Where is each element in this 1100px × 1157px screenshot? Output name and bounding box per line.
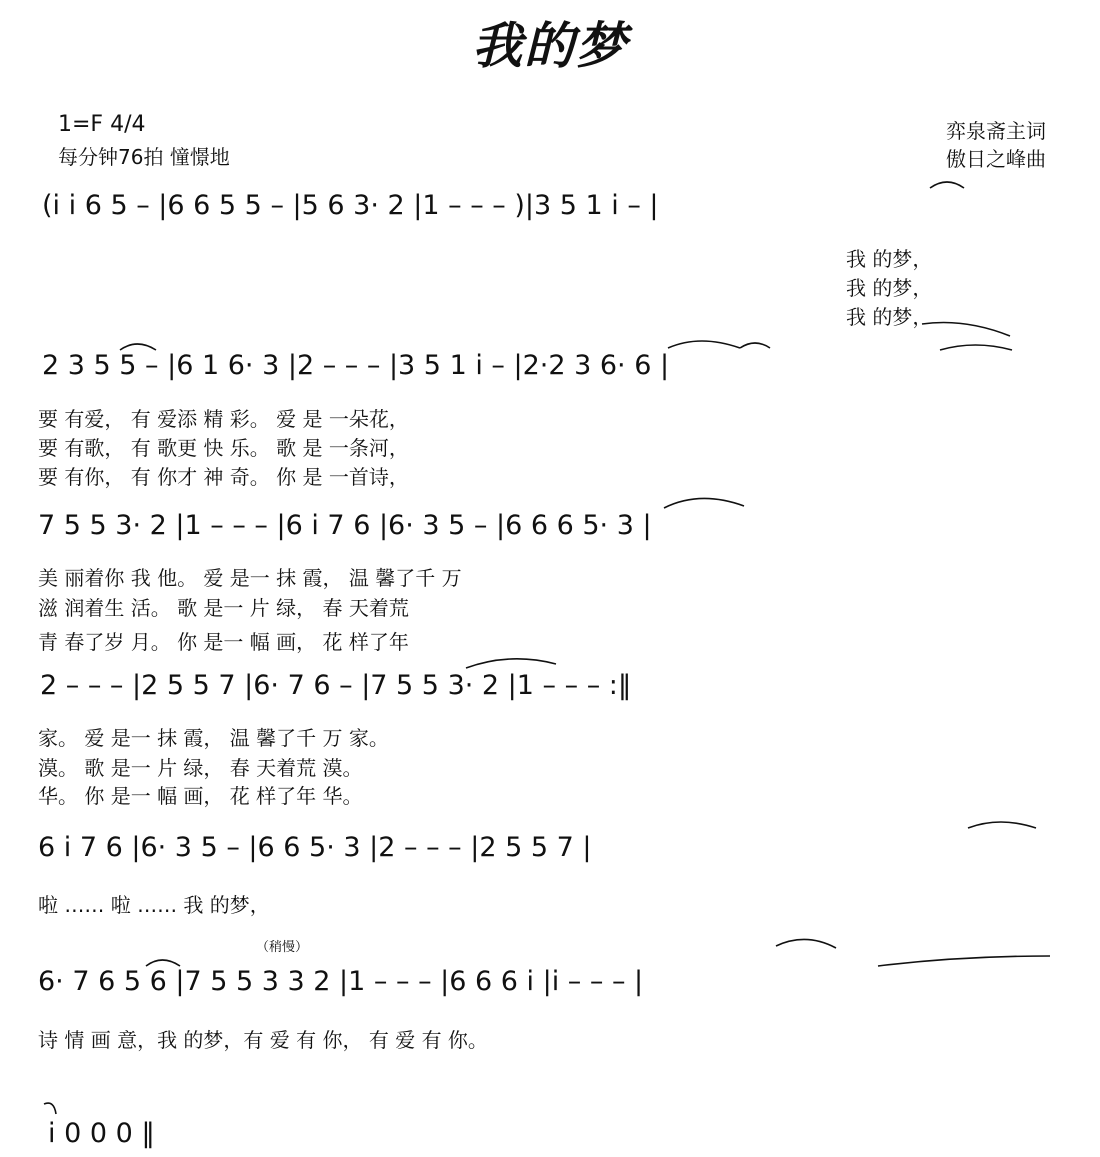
lyric-row-1-verse-3: 我 的梦， [846, 305, 933, 329]
lyric-row-2-verse-3: 要 有你， 有 你才 神 奇。 你 是 一首诗， [38, 465, 409, 489]
lyric-row-2-verse-2: 要 有歌， 有 歌更 快 乐。 歌 是 一条河， [38, 436, 409, 460]
lyricist-credit: 弈泉斋主词 [946, 119, 1046, 143]
lyric-row-3-verse-3: 青 春了岁 月。 你 是一 幅 画， 花 样了年 [38, 630, 409, 654]
song-title: 我的梦 [472, 16, 628, 75]
notation-row-5: 6 i 7 6 |6· 3 5 – |6 6 5· 3 |2 – – – |2 5 5 7 | [38, 832, 592, 863]
slur [968, 822, 1036, 828]
slur [668, 341, 740, 348]
slur [930, 182, 964, 188]
notation-row-6: 6· 7 6 5 6 |7 5 5 3 3 2 |1 – – – |6 6 6 i |i – – – | [38, 966, 644, 997]
slur [44, 1103, 56, 1114]
lyric-row-3-verse-1: 美 丽着你 我 他。 爱 是一 抹 霞， 温 馨了千 万 [38, 566, 462, 590]
composer-credit: 傲日之峰曲 [946, 147, 1046, 171]
tempo-change-mark: （稍慢） [256, 940, 309, 955]
lyric-row-3-verse-2: 滋 润着生 活。 歌 是一 片 绿， 春 天着荒 [38, 596, 409, 620]
key-signature: 1=F 4/4 [58, 112, 146, 137]
notation-row-3: 7 5 5 3· 2 |1 – – – |6 i 7 6 |6· 3 5 – |6 6 6 5· 3 | [38, 510, 652, 541]
lyric-row-5: 啦 …… 啦 …… 我 的梦， [38, 893, 270, 917]
slur [740, 343, 770, 348]
notation-row-7: i 0 0 0 ‖ [48, 1118, 155, 1149]
lyric-row-4-verse-2: 漠。 歌 是一 片 绿， 春 天着荒 漠。 [38, 756, 363, 780]
lyric-row-2-verse-1: 要 有爱， 有 爱添 精 彩。 爱 是 一朵花， [38, 407, 409, 431]
slur [120, 344, 156, 350]
notation-row-4: 2 – – – |2 5 5 7 |6· 7 6 – |7 5 5 3· 2 |1 – – – :‖ [40, 670, 632, 701]
slur [146, 960, 180, 966]
lyric-row-6: 诗 情 画 意，我 的梦，有 爱 有 你， 有 爱 有 你。 [38, 1028, 488, 1052]
lyric-row-1-verse-2: 我 的梦， [846, 276, 933, 300]
notation-row-1: (i i 6 5 – |6 6 5 5 – |5 6 3· 2 |1 – – – )|3 5 1 i – | [42, 190, 659, 221]
tempo-marking: 每分钟76拍 憧憬地 [58, 145, 230, 169]
slur [776, 939, 836, 948]
slur [940, 345, 1012, 350]
lyric-row-1-verse-1: 我 的梦， [846, 247, 933, 271]
lyric-row-4-verse-3: 华。 你 是一 幅 画， 花 样了年 华。 [38, 784, 363, 808]
slur [664, 498, 744, 508]
slur [466, 659, 556, 668]
slur [922, 323, 1010, 337]
notation-row-2: 2 3 5 5 – |6 1 6· 3 |2 – – – |3 5 1 i – |2·2 3 6· 6 | [42, 350, 670, 381]
slur [878, 956, 1050, 966]
lyric-row-4-verse-1: 家。 爱 是一 抹 霞， 温 馨了千 万 家。 [38, 726, 389, 750]
